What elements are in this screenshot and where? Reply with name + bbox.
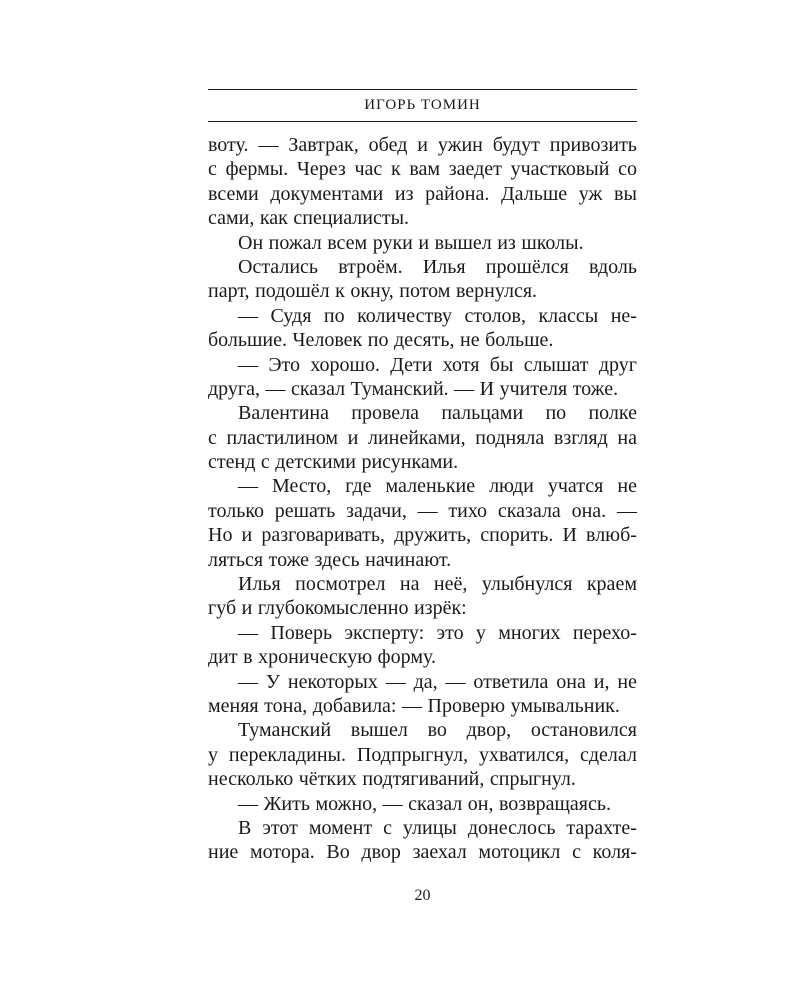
word: — <box>258 134 279 156</box>
word: вам <box>409 158 441 181</box>
word: заедет <box>448 158 502 181</box>
word: Илья <box>238 573 281 596</box>
word: прошёлся <box>485 255 569 278</box>
word: спорить. <box>480 524 554 547</box>
word: по <box>367 329 389 352</box>
word: перехо- <box>572 621 637 644</box>
word: Это <box>268 353 300 376</box>
word: к <box>390 158 401 181</box>
word: здесь <box>314 548 360 571</box>
text-line <box>208 401 637 425</box>
word: детскими <box>275 451 356 474</box>
word: остановился <box>530 719 637 742</box>
word: Остались <box>238 255 319 278</box>
word: краем <box>586 573 637 596</box>
word: люди <box>489 475 534 498</box>
word: всеми <box>208 182 259 205</box>
word: с <box>208 158 217 181</box>
word: И <box>479 377 495 400</box>
word: тона, <box>264 694 308 717</box>
word: руки <box>372 231 413 254</box>
word: И <box>562 524 577 547</box>
word: многих <box>498 621 561 644</box>
word: как <box>259 207 288 230</box>
word: — <box>402 694 422 717</box>
word: из <box>497 231 516 254</box>
word: линейками, <box>367 426 466 449</box>
text-line <box>208 182 637 206</box>
word: подошёл <box>255 280 330 303</box>
word: мотоцикл <box>478 841 561 864</box>
word: пожал <box>268 231 322 254</box>
word: разговаривать, <box>261 524 385 547</box>
word: большие. <box>208 329 287 352</box>
word: и <box>241 597 253 620</box>
word: фермы. <box>225 158 289 181</box>
text-line <box>208 231 637 255</box>
word: и <box>417 134 428 156</box>
word: втроём. <box>338 255 403 278</box>
word: она. <box>571 499 607 522</box>
text-line <box>208 255 637 279</box>
word: и <box>347 426 359 449</box>
word: тихо <box>448 499 488 522</box>
text-line <box>208 133 637 157</box>
word: тоже. <box>572 377 619 400</box>
word: Дальше <box>501 182 568 205</box>
word: сказал <box>291 377 346 400</box>
word: подняла <box>475 426 545 449</box>
word: вы <box>614 182 637 205</box>
word: возвращаясь. <box>498 792 611 815</box>
word: мотора. <box>249 841 315 864</box>
word: — <box>238 621 258 644</box>
word: с <box>572 841 581 864</box>
word: это <box>436 621 464 644</box>
word: где <box>345 475 372 498</box>
word: уж <box>578 182 603 205</box>
text-line <box>208 304 637 328</box>
word: сказала <box>497 499 561 522</box>
word: ужин <box>437 134 483 156</box>
text-line <box>208 206 637 230</box>
word: ухватился, <box>479 743 570 766</box>
word: спрыгнул. <box>489 768 576 791</box>
word: привозить <box>549 134 637 156</box>
word: Во <box>326 841 350 864</box>
word: губ <box>208 597 237 620</box>
word: во <box>427 719 447 742</box>
word: влюб- <box>586 524 637 547</box>
word: учителя <box>499 377 568 400</box>
word: количеству <box>357 304 453 327</box>
word: Туманский. <box>350 377 449 400</box>
page-number: 20 <box>414 887 431 904</box>
word: только <box>208 499 265 522</box>
text-line <box>208 377 637 401</box>
word: добавила: <box>312 694 397 717</box>
word: момент <box>308 816 373 839</box>
word: не <box>617 475 637 498</box>
word: Илья <box>422 255 466 278</box>
word: потом <box>399 280 451 303</box>
word: можно, <box>315 792 378 815</box>
word: коля- <box>592 841 637 864</box>
text-line <box>208 670 637 694</box>
header-rule-top <box>208 89 637 90</box>
word: у <box>208 743 218 766</box>
text-line <box>208 767 637 791</box>
word: парт, <box>208 280 250 303</box>
word: в <box>243 646 253 669</box>
word: тоже <box>268 548 310 571</box>
word: у <box>475 621 486 644</box>
word: участковый <box>510 158 610 181</box>
text-line <box>208 694 637 718</box>
text-line <box>208 572 637 596</box>
word: да, <box>413 670 438 693</box>
word: он, <box>467 792 494 815</box>
word: окну, <box>350 280 394 303</box>
word: и, <box>593 670 610 693</box>
word: стенд <box>208 451 256 474</box>
word: столов, <box>464 304 526 327</box>
word: вышел <box>350 719 408 742</box>
word: двор, <box>466 719 512 742</box>
body-text <box>208 133 637 865</box>
word: глубокомысленно <box>257 597 409 620</box>
word: из <box>394 182 414 205</box>
word: задачи, <box>346 499 407 522</box>
word: Проверю <box>427 694 506 717</box>
word: Но <box>208 524 233 547</box>
word: неё, <box>433 573 468 596</box>
text-line <box>208 426 637 450</box>
word: вдоль <box>589 255 637 278</box>
word: друга, <box>208 377 260 400</box>
word: вышел <box>434 231 492 254</box>
word: — <box>445 670 466 693</box>
word: В <box>238 816 252 839</box>
word: чётких <box>298 768 357 791</box>
word: двор <box>361 841 401 864</box>
text-line <box>208 743 637 767</box>
word: хорошо. <box>310 353 380 376</box>
word: маленькие <box>385 475 476 498</box>
word: учатся <box>547 475 604 498</box>
word: эксперту: <box>344 621 425 644</box>
word: вернулся. <box>455 280 538 303</box>
word: — <box>382 792 403 815</box>
word: Подпрыгнул, <box>356 743 469 766</box>
text-line <box>208 157 637 181</box>
word: провела <box>351 402 420 425</box>
word: и <box>241 524 253 547</box>
text-line <box>208 328 637 352</box>
word: перекладины. <box>228 743 346 766</box>
word: пластилином <box>226 426 339 449</box>
text-line <box>208 450 637 474</box>
text-line <box>208 840 637 864</box>
word: улицы <box>402 816 457 839</box>
text-line <box>208 792 637 816</box>
word: с <box>208 426 217 449</box>
word: пальцами <box>441 402 524 425</box>
word: по <box>323 304 345 327</box>
word: — <box>454 377 475 400</box>
word: некоторых <box>287 670 378 693</box>
word: Поверь <box>270 621 333 644</box>
word: не <box>617 670 637 693</box>
text-line <box>208 548 637 572</box>
word: улыбнулся <box>481 573 573 596</box>
word: решать <box>274 499 336 522</box>
word: Он <box>238 231 264 254</box>
word: бы <box>489 353 514 376</box>
word: дружить, <box>394 524 472 547</box>
word: дит <box>208 646 238 669</box>
word: этот <box>262 816 298 839</box>
word: больше. <box>485 329 554 352</box>
word: воту. <box>208 134 249 156</box>
word: — <box>238 792 258 815</box>
word: умывальник. <box>510 694 620 717</box>
word: — <box>385 670 406 693</box>
word: школы. <box>521 231 584 254</box>
text-line <box>208 645 637 669</box>
word: на <box>399 573 420 596</box>
word: всем <box>327 231 368 254</box>
word: Место, <box>272 475 332 498</box>
text-line <box>208 523 637 547</box>
word: сделал <box>580 743 637 766</box>
word: десять, <box>393 329 455 352</box>
word: хотя <box>442 353 480 376</box>
word: со <box>618 158 637 181</box>
word: ляться <box>208 548 264 571</box>
text-line <box>208 279 637 303</box>
word: У <box>265 670 281 693</box>
word: обед <box>368 134 408 156</box>
word: с <box>383 816 392 839</box>
word: Жить <box>263 792 310 815</box>
header-rule-bottom <box>208 121 637 122</box>
word: и <box>418 231 430 254</box>
word: друг <box>598 353 637 376</box>
word: по <box>545 402 567 425</box>
word: хроническую <box>258 646 373 669</box>
word: Дети <box>390 353 433 376</box>
word: Судя <box>270 304 312 327</box>
text-line <box>208 353 637 377</box>
word: форму. <box>377 646 436 669</box>
word: к <box>335 280 345 303</box>
word: не <box>459 329 480 352</box>
text-line <box>208 621 637 645</box>
word: начинают. <box>365 548 452 571</box>
word: сказал <box>408 792 463 815</box>
word: с <box>260 451 270 474</box>
word: Человек <box>292 329 363 352</box>
word: — <box>238 670 258 693</box>
word: час <box>354 158 383 181</box>
word: классы <box>538 304 599 327</box>
word: ответила <box>473 670 549 693</box>
word: изрёк: <box>413 597 467 620</box>
word: — <box>265 377 286 400</box>
text-line <box>208 596 637 620</box>
word: Валентина <box>238 402 329 425</box>
word: — <box>238 475 258 498</box>
text-line <box>208 499 637 523</box>
word: Завтрак, <box>288 134 359 156</box>
word: района. <box>425 182 490 205</box>
word: взгляд <box>553 426 608 449</box>
text-line <box>208 718 637 742</box>
word: ние <box>208 841 239 864</box>
text-line <box>208 474 637 498</box>
word: документами <box>270 182 384 205</box>
word: посмотрел <box>295 573 386 596</box>
word: рисунками. <box>361 451 459 474</box>
word: донеслось <box>467 816 556 839</box>
word: будут <box>492 134 540 156</box>
word: меняя <box>208 694 259 717</box>
word: подтягиваний, <box>362 768 485 791</box>
word: специалисты. <box>293 207 410 230</box>
word: — <box>417 499 438 522</box>
word: сами, <box>208 207 255 230</box>
word: — <box>238 304 258 327</box>
word: на <box>617 426 637 449</box>
word: слышат <box>523 353 589 376</box>
word: несколько <box>208 768 294 791</box>
word: Туманский <box>238 719 332 742</box>
word: — <box>616 499 637 522</box>
word: заехал <box>412 841 467 864</box>
word: — <box>238 353 258 376</box>
word: полке <box>588 402 637 425</box>
word: тарахте- <box>566 816 637 839</box>
word: Через <box>296 158 346 181</box>
text-line <box>208 816 637 840</box>
word: она <box>556 670 586 693</box>
running-head: ИГОРЬ ТОМИН <box>364 97 481 113</box>
word: не- <box>610 304 637 327</box>
